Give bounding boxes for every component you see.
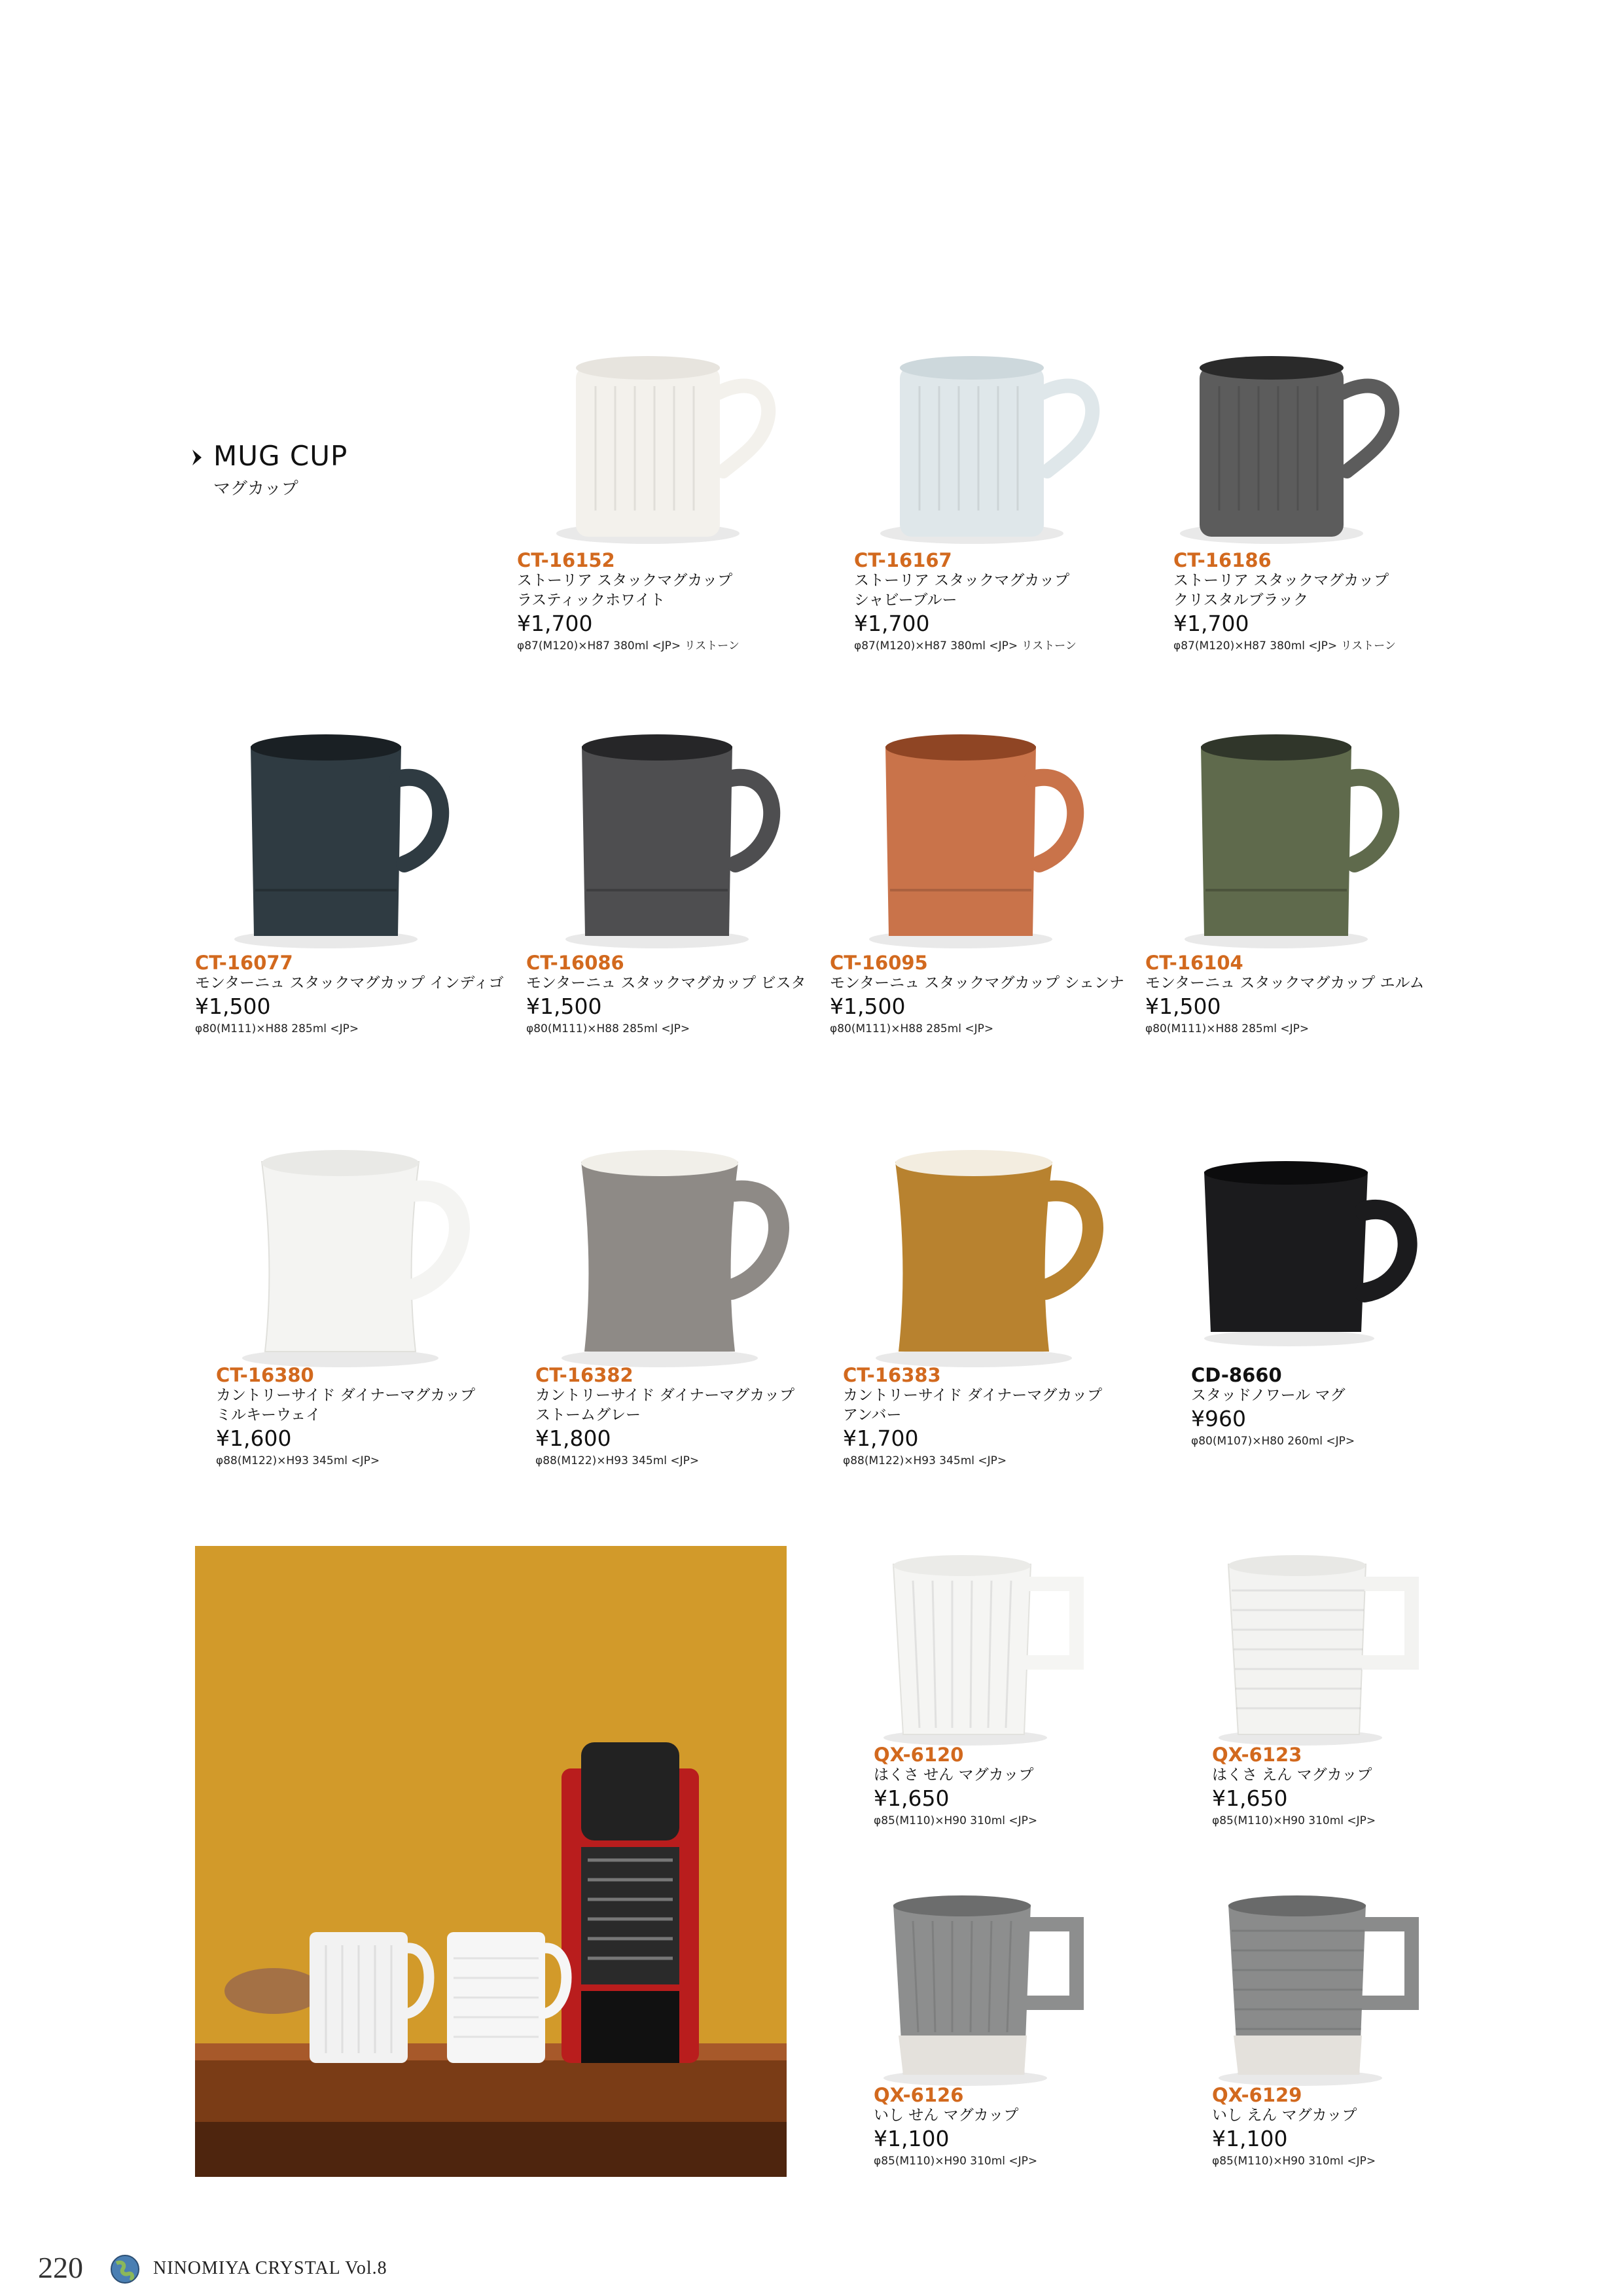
brand-name: NINOMIYA CRYSTAL Vol.8: [153, 2258, 387, 2278]
product-code: CT-16186: [1173, 549, 1272, 571]
product-price: ¥960: [1191, 1406, 1246, 1431]
product-code: CT-16086: [526, 952, 624, 974]
mug-image: [867, 1892, 1129, 2088]
product-price: ¥1,100: [874, 2126, 950, 2151]
chevron-right-icon: [191, 449, 203, 466]
mug-image: [1191, 1145, 1453, 1355]
product-spec: φ85(M110)×H90 310ml <JP>: [874, 1814, 1038, 1827]
product-price: ¥1,700: [517, 611, 593, 636]
product-name: ラスティックホワイト: [517, 592, 666, 609]
product-spec: φ88(M122)×H93 345ml <JP>: [535, 1454, 700, 1467]
mug-image: [1202, 1551, 1464, 1748]
product-name: モンターニュ スタックマグカップ ビスタ: [526, 975, 806, 992]
product-price: ¥1,650: [1212, 1785, 1288, 1811]
product-card[interactable]: [535, 1145, 843, 1486]
product-spec: φ88(M122)×H93 345ml <JP>: [843, 1454, 1007, 1467]
product-code: CT-16104: [1145, 952, 1243, 974]
product-price: ¥1,650: [874, 1785, 950, 1811]
product-name: ストーリア スタックマグカップ: [1173, 572, 1389, 589]
product-spec: φ85(M110)×H90 310ml <JP>: [1212, 2155, 1376, 2168]
product-code: CT-16077: [195, 952, 293, 974]
product-price: ¥1,600: [216, 1426, 292, 1451]
product-card[interactable]: [1145, 733, 1453, 1060]
product-code: QX-6120: [874, 1744, 964, 1766]
mug-image: [221, 733, 496, 949]
mug-image: [552, 733, 827, 949]
product-spec: φ88(M122)×H93 345ml <JP>: [216, 1454, 380, 1467]
product-name: モンターニュ スタックマグカップ インディゴ: [195, 975, 504, 992]
product-name: カントリーサイド ダイナーマグカップ: [216, 1387, 476, 1404]
product-price: ¥1,800: [535, 1426, 611, 1451]
product-code: QX-6123: [1212, 1744, 1302, 1766]
product-name: カントリーサイド ダイナーマグカップ: [843, 1387, 1103, 1404]
product-card[interactable]: [1191, 1145, 1499, 1486]
product-card[interactable]: [874, 1551, 1181, 1865]
product-spec: φ87(M120)×H87 380ml <JP> リストーン: [1173, 639, 1396, 653]
product-card[interactable]: [216, 1145, 524, 1486]
product-name: はくさ えん マグカップ: [1212, 1767, 1372, 1784]
mug-image: [555, 1145, 830, 1368]
product-price: ¥1,500: [195, 994, 271, 1019]
lifestyle-photo: [195, 1546, 787, 2177]
product-name: ストームグレー: [535, 1407, 641, 1424]
product-spec: φ80(M111)×H88 285ml <JP>: [526, 1022, 690, 1035]
product-card[interactable]: [1212, 1892, 1520, 2193]
product-price: ¥1,500: [526, 994, 602, 1019]
product-price: ¥1,700: [843, 1426, 919, 1451]
product-name: クリスタルブラック: [1173, 592, 1309, 609]
product-code: QX-6129: [1212, 2084, 1302, 2106]
product-name: アンバー: [843, 1407, 902, 1424]
product-code: CT-16382: [535, 1364, 633, 1386]
product-name: モンターニュ スタックマグカップ エルム: [1145, 975, 1425, 992]
product-card[interactable]: [195, 733, 503, 1060]
product-code: CT-16167: [854, 549, 952, 571]
globe-icon: [110, 2254, 140, 2284]
product-price: ¥1,700: [854, 611, 930, 636]
coffee-scene-image: [195, 1546, 787, 2177]
product-code: CT-16152: [517, 549, 615, 571]
product-card[interactable]: [830, 733, 1137, 1060]
product-code: CD-8660: [1191, 1364, 1282, 1386]
mug-image: [1202, 1892, 1464, 2088]
product-code: CT-16383: [843, 1364, 941, 1386]
product-code: CT-16095: [830, 952, 928, 974]
product-card[interactable]: [854, 347, 1162, 674]
product-name: スタッドノワール マグ: [1191, 1387, 1346, 1404]
mug-image: [1167, 347, 1442, 550]
product-price: ¥1,700: [1173, 611, 1249, 636]
product-name: いし えん マグカップ: [1212, 2107, 1357, 2124]
product-price: ¥1,500: [1145, 994, 1221, 1019]
product-name: いし せん マグカップ: [874, 2107, 1019, 2124]
page-number: 220: [38, 2251, 83, 2284]
product-spec: φ80(M111)×H88 285ml <JP>: [830, 1022, 994, 1035]
product-spec: φ80(M111)×H88 285ml <JP>: [1145, 1022, 1310, 1035]
product-card[interactable]: [526, 733, 834, 1060]
section-title-en: MUG CUP: [213, 440, 348, 472]
product-spec: φ85(M110)×H90 310ml <JP>: [874, 2155, 1038, 2168]
product-spec: φ80(M107)×H80 260ml <JP>: [1191, 1435, 1355, 1448]
product-card[interactable]: [517, 347, 825, 674]
mug-image: [869, 1145, 1144, 1368]
section-title-ja: マグカップ: [213, 479, 298, 499]
mug-image: [856, 733, 1131, 949]
product-code: QX-6126: [874, 2084, 964, 2106]
product-card[interactable]: [843, 1145, 1150, 1486]
product-name: ミルキーウェイ: [216, 1407, 321, 1424]
mug-image: [236, 1145, 510, 1368]
product-name: はくさ せん マグカップ: [874, 1767, 1034, 1784]
mug-image: [867, 1551, 1129, 1748]
product-name: シャビーブルー: [854, 592, 957, 609]
product-name: ストーリア スタックマグカップ: [517, 572, 733, 589]
product-price: ¥1,500: [830, 994, 906, 1019]
product-price: ¥1,100: [1212, 2126, 1288, 2151]
product-card[interactable]: [1212, 1551, 1520, 1865]
mug-image: [543, 347, 818, 550]
product-card[interactable]: [1173, 347, 1481, 674]
product-spec: φ87(M120)×H87 380ml <JP> リストーン: [517, 639, 740, 653]
mug-image: [1171, 733, 1446, 949]
product-spec: φ80(M111)×H88 285ml <JP>: [195, 1022, 359, 1035]
product-spec: φ87(M120)×H87 380ml <JP> リストーン: [854, 639, 1077, 653]
product-name: カントリーサイド ダイナーマグカップ: [535, 1387, 795, 1404]
product-spec: φ85(M110)×H90 310ml <JP>: [1212, 1814, 1376, 1827]
product-code: CT-16380: [216, 1364, 314, 1386]
product-name: ストーリア スタックマグカップ: [854, 572, 1070, 589]
mug-image: [867, 347, 1142, 550]
product-name: モンターニュ スタックマグカップ シェンナ: [830, 975, 1125, 992]
product-card[interactable]: [874, 1892, 1181, 2193]
